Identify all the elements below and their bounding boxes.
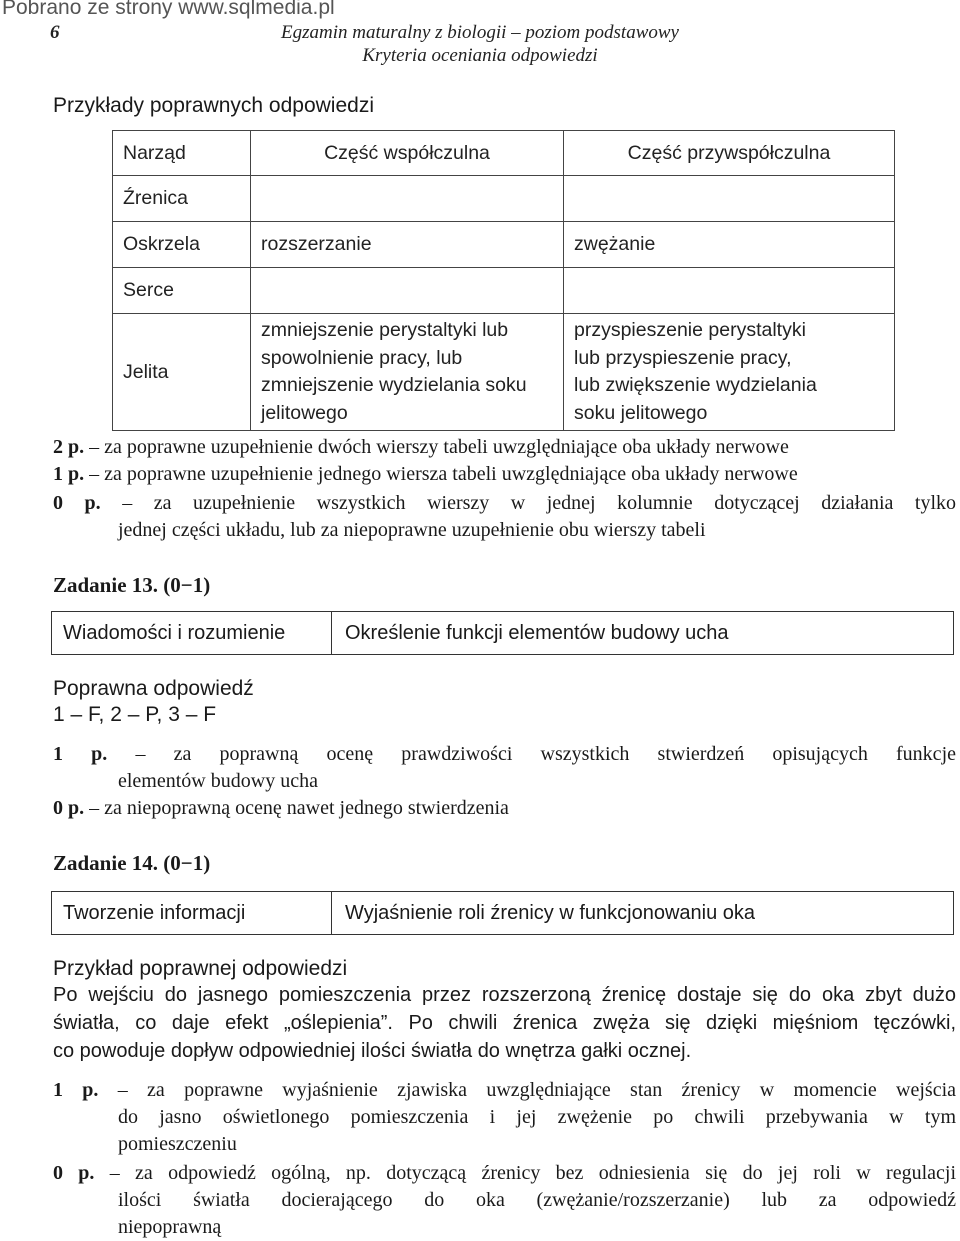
cell-parasympathetic [564, 176, 895, 222]
text-line: zmniejszenie perystaltyki lub [261, 319, 509, 341]
exam-title: Egzamin maturalny z biologii – poziom podstawowy [281, 22, 679, 43]
cell-organ: Źrenica [113, 176, 251, 222]
table-row [113, 176, 895, 222]
points-label: 0 p. [53, 797, 85, 819]
page-number: 6 [50, 22, 60, 43]
cell-parasympathetic: zwężanie [564, 222, 895, 268]
cell-sympathetic [251, 176, 564, 222]
header-parasympathetic: Część przywspółczulna [564, 131, 895, 176]
criterion-text: – za odpowiedź ogólną, np. dotyczącą źrenicy bez odniesienia się do jej roli w regulacji [109, 1162, 957, 1184]
task-14-criterion-0p-cont: niepoprawną [118, 1216, 222, 1238]
task-13-criterion-1p [53, 741, 956, 768]
points-label: 0 p. [53, 492, 101, 514]
cell-parasympathetic [564, 314, 895, 431]
table-row [113, 222, 895, 268]
text-line: zmniejszenie wydzielania soku [261, 374, 527, 396]
criterion-2p [53, 434, 956, 461]
text-line: soku jelitowego [574, 401, 708, 424]
task-14-criterion-1p-cont: pomieszczeniu [118, 1133, 237, 1155]
task-13-criterion-0p [53, 795, 956, 822]
cell-sympathetic [251, 314, 564, 431]
skill-area: Tworzenie informacji [52, 892, 332, 934]
task-14-skill-box [51, 891, 954, 935]
criterion-text: – za niepoprawną ocenę nawet jednego stwierdzenia [89, 797, 509, 819]
watermark: Pobrano ze strony www.sqlmedia.pl [2, 0, 335, 19]
examples-heading: Przykłady poprawnych odpowiedzi [53, 94, 374, 117]
criterion-0p-cont: jednej części układu, lub za niepoprawne uzupełnienie obu wierszy tabeli [118, 519, 706, 541]
criterion-text: – za poprawną ocenę prawdziwości wszystkich stwierdzeń opisujących funkcje [135, 743, 956, 765]
cell-sympathetic [251, 268, 564, 314]
criterion-text: – za poprawne uzupełnienie jednego wiersza tabeli uwzględniające oba układy nerwowe [89, 463, 798, 485]
points-label: 2 p. [53, 436, 85, 458]
task-14-answer-label: Przykład poprawnej odpowiedzi [53, 957, 348, 980]
header-sympathetic: Część współczulna [251, 131, 564, 176]
task-14-criterion-1p [53, 1077, 956, 1104]
example-answers-table [112, 130, 895, 431]
task-13-skill-box [51, 611, 954, 655]
text-line: przyspieszenie perystaltyki [574, 319, 806, 341]
task-13-heading: Zadanie 13. (0−1) [53, 573, 211, 597]
table-header-row [113, 131, 895, 176]
cell-organ: Jelita [113, 314, 251, 431]
table-row [113, 314, 895, 431]
criterion-1p [53, 461, 956, 488]
points-label: 1 p. [53, 1079, 99, 1101]
text-line: spowolnienie pracy, lub [261, 346, 463, 369]
criterion-text: – za uzupełnienie wszystkich wierszy w jednej kolumnie dotyczącej działania tylko [122, 492, 957, 514]
criterion-0p [53, 490, 956, 517]
criterion-text: – za poprawne uzupełnienie dwóch wierszy tabeli uwzględniające oba układy nerwowe [89, 436, 789, 458]
task-14-answer-line: Po wejściu do jasnego pomieszczenia przez rozszerzoną źrenicę dostaje się do oka zbyt dużo [53, 984, 956, 1006]
task-14-answer-line: co powoduje dopływ odpowiedniej ilości światła do wnętrza gałki ocznej. [53, 1040, 692, 1062]
criterion-text: – za poprawne wyjaśnienie zjawiska uwzględniające stan źrenicy w momencie wejścia [117, 1079, 957, 1101]
cell-sympathetic: rozszerzanie [251, 222, 564, 268]
header-organ: Narząd [113, 131, 251, 176]
task-14-heading: Zadanie 14. (0−1) [53, 851, 211, 875]
task-14-answer-line: światła, co daje efekt „oślepienia”. Po chwili źrenica zwęża się dzięki mięśniom tęczówki, [53, 1012, 956, 1034]
points-label: 0 p. [53, 1162, 95, 1184]
cell-organ: Oskrzela [113, 222, 251, 268]
cell-organ: Serce [113, 268, 251, 314]
skill-description: Wyjaśnienie roli źrenicy w funkcjonowaniu oka [345, 901, 756, 924]
task-14-criterion-0p-cont: ilości światła docierającego do oka (zwężanie/rozszerzanie) lub za odpowiedź [118, 1189, 956, 1211]
exam-subtitle: Kryteria oceniania odpowiedzi [362, 45, 598, 66]
text-line: lub przyspieszenie pracy, [574, 346, 792, 369]
skill-area: Wiadomości i rozumienie [52, 612, 332, 654]
text-line: lub zwiększenie wydzielania [574, 374, 817, 396]
task-13-answer-label: Poprawna odpowiedź [53, 677, 254, 700]
skill-description: Określenie funkcji elementów budowy ucha [345, 621, 729, 644]
points-label: 1 p. [53, 743, 108, 765]
points-label: 1 p. [53, 463, 85, 485]
task-14-criterion-1p-cont: do jasno oświetlonego pomieszczenia i jej zwężenie po chwili przebywania w tym [118, 1106, 956, 1128]
text-line: jelitowego [261, 401, 348, 424]
task-14-criterion-0p [53, 1160, 956, 1187]
task-13-criterion-1p-cont: elementów budowy ucha [118, 770, 318, 792]
task-13-answer: 1 – F, 2 – P, 3 – F [53, 703, 217, 726]
cell-parasympathetic [564, 268, 895, 314]
table-row [113, 268, 895, 314]
